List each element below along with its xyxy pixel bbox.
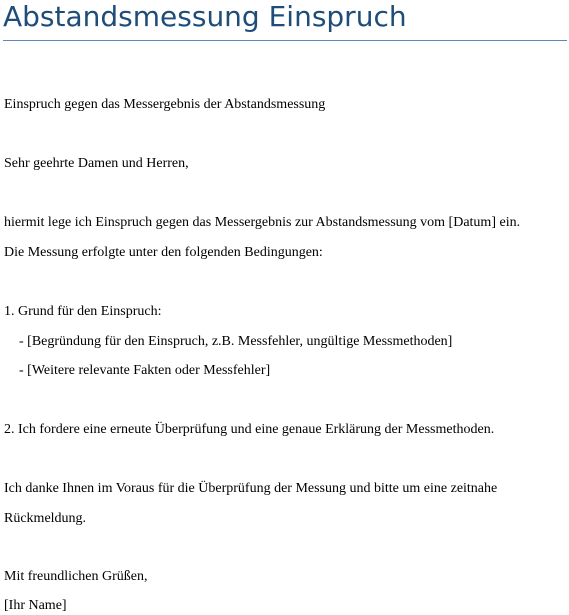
intro-line-1: hiermit lege ich Einspruch gegen das Messergebnis zur Abstandsmessung vom [Datum] ein. (4, 215, 521, 230)
salutation: Sehr geehrte Damen und Herren, (4, 156, 189, 171)
thanks-line-2: Rückmeldung. (4, 511, 87, 526)
title-underline (3, 40, 567, 41)
document-title: Abstandsmessung Einspruch (3, 0, 407, 33)
thanks-line-1: Ich danke Ihnen im Voraus für die Überprüfung der Messung und bitte um eine zeitnahe (4, 481, 498, 496)
signature: [Ihr Name] (4, 598, 67, 613)
point-2: 2. Ich fordere eine erneute Überprüfung und eine genaue Erklärung der Messmethoden. (4, 422, 495, 437)
intro-line-2: Die Messung erfolgte unter den folgenden Bedingungen: (4, 245, 323, 260)
subject-line: Einspruch gegen das Messergebnis der Abstandsmessung (4, 97, 326, 112)
point-1-heading: 1. Grund für den Einspruch: (4, 304, 162, 319)
point-1-bullet: - [Begründung für den Einspruch, z.B. Messfehler, ungültige Messmethoden] (19, 334, 453, 349)
closing: Mit freundlichen Grüßen, (4, 569, 148, 584)
point-1-bullet: - [Weitere relevante Fakten oder Messfehler] (19, 363, 271, 378)
